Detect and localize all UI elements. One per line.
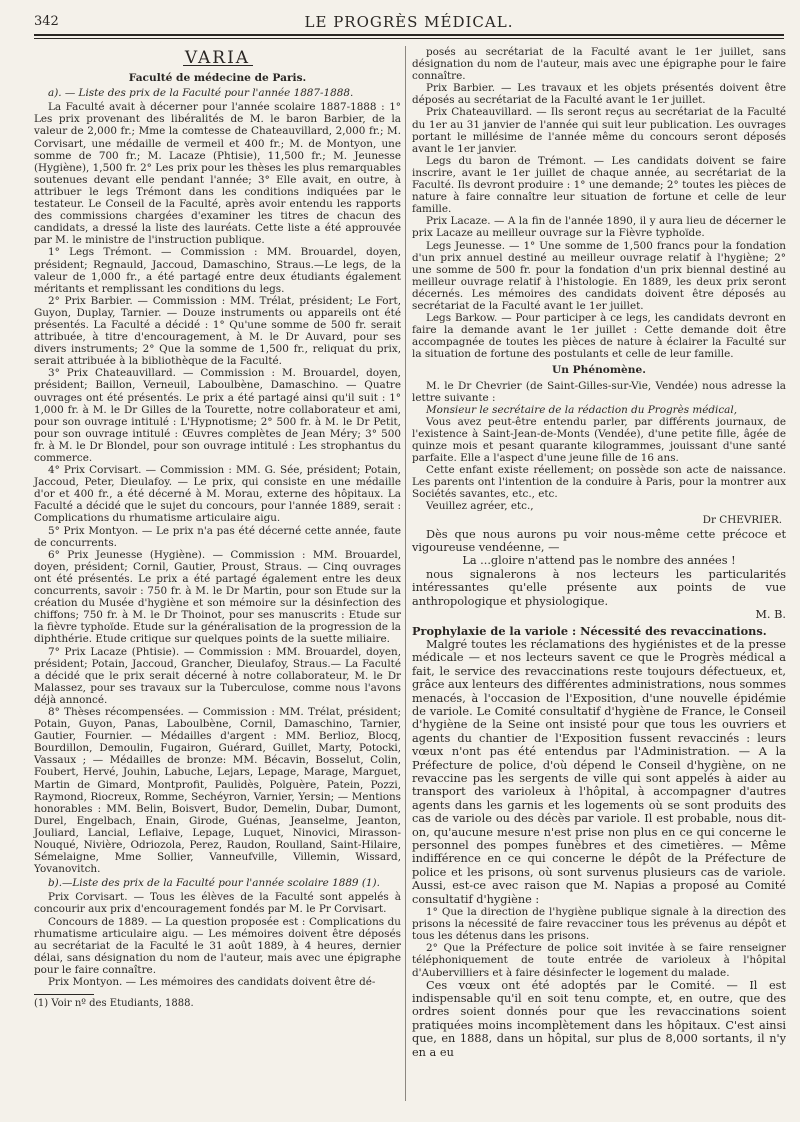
footnote: (1) Voir nº des Etudiants, 1888.	[34, 998, 194, 1010]
letter-paragraph: Vous avez peut-être entendu parler, par différents journaux, de l'existence à Saint-Jean-de-Monts (Vendée), d'une petite fille, âgée de quinze mois et pesant quarante kilogrammes, jouissant d'une santé parfaite. Elle a l'aspect d'une jeune fille de 16 ans.	[412, 415, 786, 465]
paragraph: 3° Prix Chateauvillard. — Commission : M. Brouardel, doyen, président; Baillon, Verneuil, Laboulbène, Damaschino. — Quatre ouvrages ont été présentés. Le prix a été partagé ainsi qu'il suit : 1° 1,000 fr. à M. le Dr Gilles de la Tourette, notre collaborateur et ami, pour son ouvrage intitulé : L'Hypnotisme; 2° 500 fr. à M. le Dr Petit, pour son ouvrage intitulé : Œuvres complètes de Jean Méry; 3° 500 fr. à M. le Dr Blondel, pour son ouvrage intitulé : Les strophantus du commerce.	[34, 367, 401, 464]
paragraph: La Faculté avait à décerner pour l'année scolaire 1887-1888 : 1° Les prix provenant des libéralités de M. le baron Barbier, de la valeur de 2,000 fr.; Mme la comtesse de Chateauvillard, 2,000 fr.; M. Corvisart, une médaille de vermeil et 400 fr.; M. de Montyon, une somme de 700 fr.; M. Lacaze (Phtisie), 11,500 fr.; M. Jeunesse (Hygiène), 1,500 fr. 2° Les prix pour les thèses les plus remarquables soutenues devant elle pendant l'année; 3° Elle avait, en outre, à attribuer le legs Trémont dans les conditions indiquées par le testateur. Le Conseil de la Faculté, après avoir entendu les rapports des commissions chargées d'examiner les titres de chacun des candidats, a dressé la liste des lauréats. Cette liste a été approuvée par M. le ministre de l'instruction publique.	[34, 101, 401, 247]
letter-closing: Veuillez agréer, etc.,	[426, 500, 534, 513]
paragraph: Prix Montyon. — Les mémoires des candidats doivent être dé-	[48, 976, 376, 989]
after-quote-text: nous signalerons à nos lecteurs les particularités intéressantes qu'elle présente aux points de vue anthropologique et physiologique.	[412, 567, 786, 608]
footnote-rule	[34, 994, 94, 995]
paragraph: 8° Thèses récompensées. — Commission : MM. Trélat, président; Potain, Guyon, Panas, Laboulbène, Cornil, Damaschino, Tarnier, Gautier, Fournier. — Médailles d'argent : MM. Berlioz, Blocq, Bourdillon, Demoulin, Fugairon, Guérard, Guillet, Marty, Potocki, Vassaux ; — Médailles de bronze: MM. Bécavin, Bosselut, Colin, Foubert, Hervé, Jouhin, Labuche, Lejars, Lepage, Marage, Marguet, Martin de Gimard, Montprofit, Paulidès, Polguère, Patein, Pozzi, Raymond, Riocreux, Romme, Sechéyron, Varnier, Yersin; — Mentions honorables : MM. Belin, Boisvert, Budor, Demelin, Dubar, Dumont, Durel, Engelbach, Enain, Girode, Guénas, Jeanselme, Jeanton, Jouliard, Lancial, Leflaive, Lepage, Luquet, Ninovici, Mirasson-Nouqué, Nivière, Odriozola, Perez, Raudon, Roulland, Saint-Hilaire, Sémelaigne, Mme Sollier, Vanneufville, Villemin, Wissard, Yovanovitch.	[34, 705, 401, 876]
phenomene-intro: M. le Dr Chevrier (de Saint-Gilles-sur-Vie, Vendée) nous adresse la lettre suivante :	[412, 379, 786, 404]
header-rule	[34, 38, 784, 39]
phenomene-heading: Un Phénomène.	[552, 364, 646, 377]
paragraph: Prix Corvisart. — Tous les élèves de la Faculté sont appelés à concourir aux prix d'encouragement fondés par M. le Pr Corvisart.	[34, 891, 401, 916]
faculty-heading: Faculté de médecine de Paris.	[128, 72, 307, 85]
paragraph: Malgré toutes les réclamations des hygiénistes et de la presse médicale — et nos lecteurs savent ce que le Progrès médical a fait, le service des revaccinations reste toujours défectueux, et, grâce aux lenteurs des différentes administrations, nous sommes menacés, à l'occasion de l'Exposition, d'une nouvelle épidémie de variole. Le Comité consultatif d'hygiène de France, le Conseil d'hygiène de la Seine ont insisté pour que tous les ouvriers et agents du chantier de l'Exposition fussent revaccinés : leurs vœux n'ont pas été entendus par l'Administration. — A la Préfecture de police, d'où dépend le Conseil d'hygiène, on ne revaccine pas les sergents de ville qui sont appelés à aider au transport des varioleux à l'hôpital, à accompagner d'autres agents dans les garnis et les logements où se sont produits des cas de variole ou des décès par variole. Il est probable, nous dit-on, qu'aucune mesure n'est prise non plus en ce qui concerne le personnel des pompes funèbres et des cimetières. — Même indifférence en ce qui concerne le dépôt de la Préfecture de police et les prisons, où sont survenus plusieurs cas de variole. Aussi, est-ce avec raison que M. Napias a proposé au Comité consultatif d'hygiène :	[412, 637, 786, 906]
paragraph: 6° Prix Jeunesse (Hygiène). — Commission : MM. Brouardel, doyen, président; Cornil, Gautier, Proust, Straus. — Cinq ouvrages ont été présentés. Le prix a été partagé également entre les deux concurrents, savoir : 750 fr. à M. le Dr Martin, pour son Etude sur la création du Musée d'hygiène et son mémoire sur la désinfection des chiffons; 750 fr. à M. le Dr Thoinot, pour ses manuscrits : Etude sur la fièvre typhoïde. Etude sur la généralisation de la progression de la diphthérie. Etude critique sur quelques points de la suette miliaire.	[34, 548, 401, 646]
paragraph: 7° Prix Lacaze (Phtisie). — Commission : MM. Brouardel, doyen, président; Potain, Jaccoud, Grancher, Dieulafoy, Straus.— La Faculté a décidé que le prix serait décerné à notre collaborateur, M. le Dr Malassez, pour ses travaux sur la Tuberculose, comme nous l'avons déjà annoncé.	[34, 645, 401, 706]
right-column	[412, 46, 786, 1059]
paragraph: Legs Barkow. — Pour participer à ce legs, les candidats devront en faire la demande avant le 1er juillet : Cette demande doit être accompagnée de toutes les pièces de nature à éclairer la Faculté sur la situation de fortune des postulants et celle de leur famille.	[412, 312, 786, 361]
subsection-a: a). — Liste des prix de la Faculté pour l'année 1887-1888.	[48, 87, 354, 100]
left-column	[34, 46, 401, 1010]
author-initials: M. B.	[755, 608, 786, 622]
journal-title: LE PROGRÈS MÉDICAL.	[304, 13, 514, 31]
page-number: 342	[34, 14, 59, 29]
after-letter-text: Dès que nous aurons pu voir nous-même cette précoce et vigoureuse vendéenne, —	[412, 527, 786, 555]
paragraph: 1° Legs Trémont. — Commission : MM. Brouardel, doyen, président; Regnauld, Jaccoud, Damaschino, Straus.—Le legs, de la valeur de 1,000 fr., a été partagé entre deux étudiants également méritants et remplissant les conditions du legs.	[34, 246, 401, 295]
prophylaxie-heading: Prophylaxie de la variole : Nécessité des revaccinations.	[412, 623, 767, 638]
paragraph: Prix Lacaze. — A la fin de l'année 1890, il y aura lieu de décerner le prix Lacaze au meilleur ouvrage sur la Fièvre typhoïde.	[412, 215, 786, 240]
paragraph: 2° Que la Préfecture de police soit invitée à se faire renseigner téléphoniquement de toute entrée de varioleux à l'hôpital d'Aubervilliers et à faire désinfecter le logement du malade.	[412, 942, 786, 979]
page-header	[34, 10, 784, 36]
letter-salutation: Monsieur le secrétaire de la rédaction du Progrès médical,	[426, 403, 737, 416]
paragraph: Legs Jeunesse. — 1° Une somme de 1,500 francs pour la fondation d'un prix annuel destiné au meilleur ouvrage relatif à l'hygiène; 2° une somme de 500 fr. pour la fondation d'un prix biennal destiné au meilleur ouvrage relatif à l'histologie. En 1889, les deux prix seront décernés. Les mémoires des candidats doivent être déposés au secrétariat de la Faculté avant le 1er juillet.	[412, 239, 786, 312]
paragraph: Ces vœux ont été adoptés par le Comité. — Il est indispensable qu'il en soit tenu compte, et, en outre, que des ordres soient donnés pour que les revaccinations soient pratiquées moins incomplètement dans les hôpitaux. C'est ainsi que, en 1888, dans un hôpital, sur plus de 8,000 sortants, il n'y en a eu	[412, 978, 786, 1059]
paragraph: 1° Que la direction de l'hygiène publique signale à la direction des prisons la nécessité de faire revacciner tous les prévenus au dépôt et tous les détenus dans les prisons.	[412, 906, 786, 943]
paragraph: Prix Barbier. — Les travaux et les objets présentés doivent être déposés au secrétariat de la Faculté avant le 1er juillet.	[412, 82, 786, 107]
paragraph: Prix Chateauvillard. — Ils seront reçus au secrétariat de la Faculté du 1er au 31 janvier de l'année qui suit leur publication. Les ouvrages portant le millésime de l'année même du concours seront déposés avant le 1er janvier.	[412, 106, 786, 155]
letter-signature: Dr CHEVRIER.	[702, 513, 782, 526]
subsection-b: b).—Liste des prix de la Faculté pour l'année scolaire 1889 (1).	[48, 877, 380, 890]
letter-paragraph: Cette enfant existe réellement; on possède son acte de naissance. Les parents ont l'intention de la conduire à Paris, pour la montrer aux Sociétés savantes, etc., etc.	[412, 464, 786, 501]
quote: La ...gloire n'attend pas le nombre des années !	[462, 554, 736, 568]
paragraph: 2° Prix Barbier. — Commission : MM. Trélat, président; Le Fort, Guyon, Duplay, Tarnier. — Douze instruments ou appareils ont été présentés. La Faculté a décidé : 1° Qu'une somme de 500 fr. serait attribuée, à titre d'encouragement, à M. le Dr Auvard, pour ses divers instruments; 2° Que la somme de 1,500 fr., reliquat du prix, serait attribuée à la bibliothèque de la Faculté.	[34, 294, 401, 368]
paragraph: 4° Prix Corvisart. — Commission : MM. G. Sée, président; Potain, Jaccoud, Peter, Dieulafoy. — Le prix, qui consiste en une médaille d'or et 400 fr., a été décerné à M. Morau, externe des hôpitaux. La Faculté a décidé que le sujet du concours, pour l'année 1889, serait : Complications du rhumatisme articulaire aigu.	[34, 464, 401, 525]
paragraph: posés au secrétariat de la Faculté avant le 1er juillet, sans désignation du nom de l'auteur, mais avec une épigraphe pour le faire connaître.	[412, 46, 786, 83]
paragraph: Legs du baron de Trémont. — Les candidats doivent se faire inscrire, avant le 1er juillet de chaque année, au secrétariat de la Faculté. Ils devront produire : 1° une demande; 2° toutes les pièces de nature à faire connaître leur situation de fortune et celle de leur famille.	[412, 154, 786, 216]
column-divider	[405, 46, 406, 1101]
paragraph: 5° Prix Montyon. — Le prix n'a pas été décerné cette année, faute de concurrents.	[34, 524, 401, 549]
paragraph: Concours de 1889. — La question proposée est : Complications du rhumatisme articulaire aigu. — Les mémoires doivent être déposés au secrétariat de la Faculté le 31 août 1889, à 4 heures, dernier délai, sans désignation du nom de l'auteur, mais avec une épigraphe pour le faire connaître.	[34, 915, 401, 976]
section-title-varia: VARIA	[184, 48, 251, 68]
